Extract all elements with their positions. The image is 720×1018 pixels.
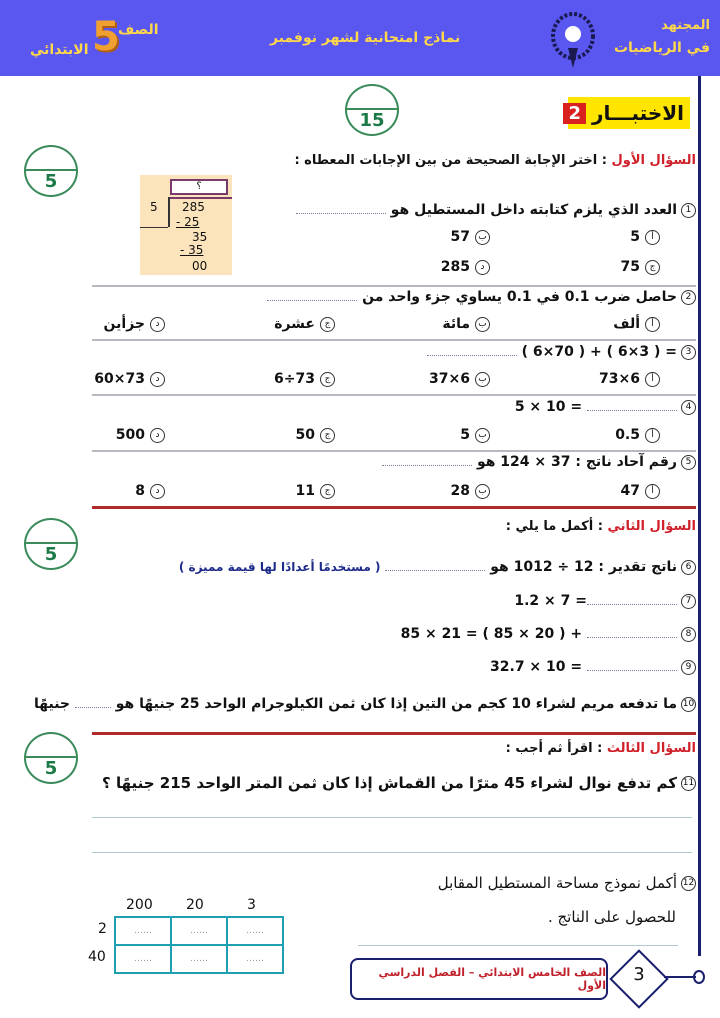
choice[interactable]: د73×60: [94, 371, 165, 387]
q3-item-12: 12أكمل نموذج مساحة المستطيل المقابل: [437, 874, 695, 892]
q3-item-11: 11كم تدفع نوال لشراء 45 مترًا من القماش إذا كان ثمن المتر الواحد 215 جنيهًا ؟: [102, 774, 695, 792]
choice[interactable]: ب28: [451, 483, 490, 499]
grade-level: الابتدائي: [30, 42, 89, 58]
choice[interactable]: أ5: [630, 229, 660, 245]
choice[interactable]: أ47: [621, 483, 660, 499]
choice[interactable]: د8: [135, 483, 165, 499]
q3-score: 5: [44, 758, 58, 779]
header-banner: [0, 0, 720, 76]
brand-name: المجتهد: [661, 18, 710, 33]
choice[interactable]: بمائة: [442, 316, 490, 332]
choice[interactable]: د285: [441, 259, 490, 275]
answer-line[interactable]: [358, 945, 678, 946]
area-cell[interactable]: ……: [171, 945, 227, 973]
q2-score-circle: [24, 518, 78, 570]
area-cell[interactable]: ……: [171, 917, 227, 945]
test-title: [568, 97, 690, 129]
q1-item-5: 5رقم آحاد ناتج : 37 × 124 هو: [382, 454, 696, 470]
area-col-label: 200: [126, 897, 153, 913]
page-number: 3: [633, 964, 645, 985]
area-row-label: 40: [88, 949, 106, 965]
total-score: 15: [359, 110, 385, 131]
division-step2: - 35: [180, 243, 204, 257]
q2-score: 5: [44, 544, 58, 565]
q1-item-3: 3( 6×70 ) + ( 6×3 ) =: [427, 344, 696, 360]
choice[interactable]: أ6×73: [599, 371, 660, 387]
q1-item-1: 1العدد الذي يلزم كتابته داخل المستطيل هو: [296, 202, 696, 218]
q1-label: السؤال الأول: [611, 153, 696, 168]
answer-line[interactable]: [92, 852, 692, 853]
header-title: نماذج امتحانية لشهر نوفمبر: [270, 30, 461, 46]
q1-item-4: 4 5 × 10 =: [515, 399, 696, 415]
q2-heading: السؤال الثاني : أكمل ما يلي :: [505, 519, 696, 534]
quotient-box: ؟: [170, 179, 228, 195]
choice[interactable]: د500: [116, 427, 165, 443]
area-col-label: 3: [247, 897, 256, 913]
answer-line[interactable]: [92, 817, 692, 818]
q3-score-circle: [24, 732, 78, 784]
footer-label: الصف الخامس الابتدائي – الفصل الدراسي الأول: [350, 958, 608, 1000]
dividend: 285: [182, 200, 205, 214]
choice[interactable]: ب57: [451, 229, 490, 245]
q3-heading: السؤال الثالث : اقرأ ثم أجب :: [505, 741, 696, 756]
logo-icon: [548, 8, 598, 70]
choice[interactable]: ج73÷6: [274, 371, 335, 387]
brand-subtitle: في الرياضيات: [613, 40, 710, 56]
grade-word: الصف: [118, 22, 159, 38]
choice[interactable]: ج50: [296, 427, 335, 443]
division-figure: [140, 175, 232, 275]
total-score-circle: [345, 84, 399, 136]
footer-connector: [664, 976, 696, 978]
q1-instruction: اختر الإجابة الصحيحة من بين الإجابات المعطاه :: [294, 153, 598, 168]
division-step1: - 25: [176, 215, 200, 229]
choice[interactable]: جعشرة: [274, 316, 335, 332]
area-cell[interactable]: ……: [115, 945, 171, 973]
choice[interactable]: ب5: [460, 427, 490, 443]
grade-number: 5: [92, 14, 120, 60]
division-rem2: 00: [192, 259, 208, 273]
area-cell[interactable]: ……: [227, 945, 283, 973]
divisor: 5: [150, 200, 158, 214]
q2-item-7: 71.2 × 7 =: [514, 593, 696, 609]
area-col-label: 20: [186, 897, 204, 913]
area-model-grid: [114, 916, 284, 974]
choice[interactable]: أألف: [613, 316, 660, 332]
q1-heading: السؤال الأول : اختر الإجابة الصحيحة من بين الإجابات المعطاه :: [294, 153, 696, 168]
area-row-label: 2: [98, 921, 107, 937]
area-cell[interactable]: ……: [227, 917, 283, 945]
choice[interactable]: ب6×37: [429, 371, 490, 387]
q2-item-8: 8 85 × 21 = ( 85 × 20 ) +: [401, 626, 696, 642]
choice[interactable]: ج75: [621, 259, 660, 275]
test-label: الاختبـــار: [591, 101, 684, 125]
test-number: 2: [563, 103, 586, 124]
choice[interactable]: أ0.5: [615, 427, 660, 443]
choice[interactable]: ج11: [296, 483, 335, 499]
choice[interactable]: دجزأين: [104, 316, 165, 332]
division-rem1: 35: [192, 230, 208, 244]
q2-item-6: 6ناتج تقدير : 12 ÷ 1012 هو ( مستخدمًا أعدادًا لها قيمة مميزة ): [179, 559, 696, 575]
q1-score-circle: [24, 145, 78, 197]
q1-item-2: 2حاصل ضرب 0.1 في 0.1 يساوي جزء واحد من: [267, 289, 696, 305]
q1-score: 5: [44, 171, 58, 192]
q2-item-10: 10ما تدفعه مريم لشراء 10 كجم من التين إذا كان ثمن الكيلوجرام الواحد 25 جنيهًا هو جنيهًا: [34, 696, 695, 712]
q3-item-12-cont: للحصول على الناتج .: [547, 908, 676, 926]
q2-item-9: 9 32.7 × 10 =: [490, 659, 696, 675]
area-cell[interactable]: ……: [115, 917, 171, 945]
margin-line: [698, 76, 701, 956]
